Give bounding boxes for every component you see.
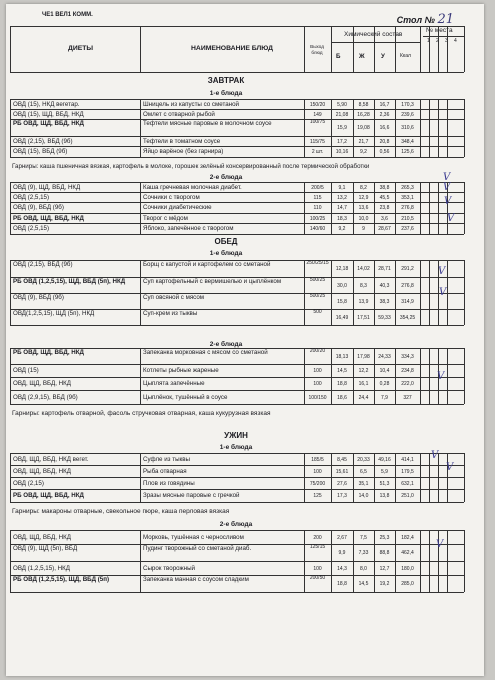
grid-col-line [464, 182, 465, 234]
row-zh: 6,5 [360, 468, 367, 475]
garnish-breakfast: Гарниры: каша пшеничная вязкая, картофель в молоке, горошек зелёный консервированный после термической обработки [12, 163, 370, 170]
header-col-line [464, 26, 465, 72]
grid-col-line [438, 182, 439, 234]
row-k: 310,6 [401, 125, 414, 131]
row-b: 18,13 [335, 353, 349, 360]
row-dish: Каша гречневая молочная диабет. [143, 183, 242, 191]
col-places: № места [426, 27, 453, 34]
row-b: 2,67 [337, 534, 347, 541]
row-dish: Омлет с отварной рыбой [143, 110, 215, 118]
row-yield: 200/5 [311, 184, 324, 191]
row-yield: 150/20 [309, 101, 326, 108]
row-diet: ОВД (9), ЩД (5п), ВБД [13, 545, 78, 552]
handwritten-check-mark: V [446, 462, 454, 473]
col-yield: Выход блюд [310, 44, 324, 55]
col-b: Б [336, 53, 341, 60]
row-k: 222,0 [401, 381, 414, 387]
row-b: 12,18 [335, 266, 349, 272]
grid-col-line [464, 260, 465, 325]
header-org: ЧЕ1 ВЕЛ1 КОММ. [42, 12, 93, 18]
row-u: 25,3 [379, 534, 390, 541]
row-yield: 100/75 [309, 119, 326, 125]
header-col-line [353, 26, 354, 72]
row-k: 239,6 [401, 111, 414, 118]
subtitle-l1: 1-е блюда [209, 250, 243, 257]
table-number [397, 12, 454, 27]
subtitle-b1: 1-е блюда [209, 90, 243, 97]
row-diet: РБ ОВД (1,2,5,15), ЩД, ВБД (5п) [13, 576, 110, 583]
row-diet: ОВД, ЩД, ВБД, НКД [13, 533, 71, 541]
row-u: 2,36 [379, 111, 390, 118]
grid-col-line [140, 99, 141, 157]
row-diet: РБ ОВД (1,2,5,15), ЩД, ВБД (5п), НКД [13, 278, 126, 285]
row-zh: 14,5 [358, 581, 369, 587]
handwritten-check-mark: V [431, 450, 439, 461]
grid-col-line [420, 348, 421, 404]
row-diet: ОВД (2,15), ВБД (9б) [13, 261, 73, 268]
row-bottom-line [10, 157, 464, 158]
row-zh: 12,2 [358, 368, 369, 374]
header-col-line [10, 26, 11, 72]
header-bottom-line [10, 72, 464, 73]
row-zh: 8,58 [358, 101, 369, 108]
row-u: 28,71 [378, 266, 391, 272]
row-k: 632,1 [401, 480, 414, 487]
row-b: 14,3 [337, 565, 347, 572]
row-u: 28,67 [378, 226, 391, 232]
header-col-line [429, 26, 430, 72]
row-bottom-line [10, 561, 464, 562]
row-diet: РБ ОВД, ЩД, ВБД, НКД [13, 492, 84, 499]
row-diet: ОВД (2,15), ВБД (9б) [13, 137, 73, 145]
header-col-line [447, 26, 448, 72]
row-b: 17,3 [337, 493, 347, 499]
header-col-line [420, 26, 421, 72]
row-b: 30,0 [337, 282, 347, 289]
row-u: 88,8 [379, 550, 390, 556]
row-zh: 19,08 [357, 125, 370, 131]
row-u: 38,3 [379, 298, 390, 305]
row-u: 49,16 [378, 456, 391, 463]
row-dish: Сочники с творогом [143, 193, 200, 201]
row-yield: 125 [313, 493, 322, 499]
grid-col-line [464, 530, 465, 592]
row-b: 16,49 [335, 314, 349, 321]
row-dish: Цыплята запечённые [143, 380, 205, 387]
grid-col-line [447, 99, 448, 157]
row-bottom-line [10, 592, 464, 593]
row-dish: Яблоко, запечённое с творогом [143, 225, 234, 232]
row-diet: РБ ОВД, ЩД, ВБД, НКД [13, 214, 84, 222]
row-dish: Суп овсяной с мясом [143, 294, 205, 301]
row-zh: 10,0 [358, 215, 369, 222]
row-dish: Шницель из капусты со сметаной [143, 100, 239, 108]
row-yield: 100 [313, 381, 322, 387]
row-dish: Суп-крем из тыквы [143, 310, 198, 317]
row-k: 348,4 [401, 138, 414, 145]
row-u: 10,4 [379, 368, 390, 374]
row-yield: 140/60 [309, 226, 326, 232]
handwritten-check-mark: V [439, 287, 447, 298]
row-dish: Запеканка манная с соусом сладким [143, 576, 249, 583]
row-u: 16,7 [379, 101, 390, 108]
garnish-dinner: Гарниры: макароны отварные, свекольное пюре, каша перловая вязкая [12, 508, 230, 515]
handwritten-check-mark: V [436, 539, 444, 550]
row-dish: Плов из говядины [143, 479, 195, 487]
col-place-2: 2 [436, 38, 439, 44]
col-kkal: Ккал [400, 53, 411, 59]
garnish-lunch: Гарниры: картофель отварной, фасоль стручковая отварная, каша кукурузная вязкая [12, 410, 271, 417]
row-u: 0,56 [379, 149, 390, 155]
col-place-4: 4 [454, 38, 457, 44]
row-yield: 500/25 [309, 293, 326, 299]
handwritten-check-mark: V [447, 213, 455, 224]
row-yield: 200/20 [309, 348, 326, 354]
row-bottom-line [10, 234, 464, 235]
row-yield: 110 [313, 205, 322, 211]
row-diet: ОВД(1,2,5,15), ЩД (5п), НКД [13, 310, 95, 317]
row-yield: 200/50 [309, 575, 326, 581]
row-yield: 185/5 [311, 456, 324, 463]
row-diet: ОВД, ЩД, ВБД, НКД вегет. [13, 455, 89, 463]
row-zh: 14,02 [357, 266, 370, 272]
row-b: 8,45 [337, 456, 347, 463]
col-zh: Ж [359, 53, 365, 60]
row-bottom-line [10, 465, 464, 466]
row-b: 9,1 [338, 184, 346, 191]
row-diet: ОВД (9), ВБД (9б) [13, 204, 64, 211]
row-k: 125,6 [401, 149, 414, 155]
row-bottom-line [10, 364, 464, 365]
row-b: 14,5 [337, 368, 347, 374]
handwritten-check-mark: V [444, 196, 452, 207]
row-dish: Тефтели мясные паровые в молочном соусе [143, 120, 272, 127]
row-yield: 125/15 [309, 544, 326, 550]
row-zh: 13,6 [358, 205, 369, 211]
header-col-line [304, 26, 305, 72]
grid-col-line [464, 453, 465, 502]
grid-col-line [140, 182, 141, 234]
row-b: 18,8 [337, 581, 347, 587]
handwritten-check-mark: V [443, 182, 451, 193]
row-dish: Цыплёнок, тушённый в соусе [143, 393, 228, 401]
row-k: 291,2 [401, 266, 414, 272]
grid-col-line [10, 182, 11, 234]
row-b: 9,9 [338, 550, 346, 556]
row-zh: 7,33 [358, 550, 369, 556]
row-zh: 9,2 [360, 149, 367, 155]
menu-sheet [6, 4, 484, 676]
col-diets: ДИЕТЫ [68, 45, 94, 52]
handwritten-check-mark: V [438, 266, 446, 277]
row-b: 18,3 [337, 215, 347, 222]
row-bottom-line [10, 477, 464, 478]
grid-col-line [10, 99, 11, 157]
row-k: 251,0 [401, 493, 414, 499]
row-u: 20,8 [379, 138, 390, 145]
row-yield: 115/75 [310, 138, 325, 145]
row-b: 9,2 [338, 226, 346, 232]
row-k: 180,0 [401, 565, 414, 572]
row-k: 354,25 [399, 314, 416, 321]
row-dish: Сочники диабетические [143, 204, 212, 211]
row-bottom-line [10, 202, 464, 203]
row-diet: ОВД, ЩД, ВБД, НКД [13, 467, 71, 475]
grid-col-line [447, 348, 448, 404]
row-k: 170,3 [401, 101, 414, 108]
col-u: У [381, 53, 385, 60]
grid-col-line [464, 99, 465, 157]
row-zh: 20,33 [357, 456, 370, 463]
row-diet: ОВД (9), ЩД, ВБД, НКД [13, 183, 81, 191]
row-u: 16,6 [379, 125, 390, 131]
row-dish: Запеканка морковная с мясом со сметаной [143, 349, 268, 356]
row-diet: ОВД (15), ВБД (9б) [13, 148, 68, 155]
row-u: 38,8 [379, 184, 390, 191]
row-yield: 100/25 [309, 215, 326, 222]
row-k: 314,9 [401, 298, 414, 305]
row-zh: 16,28 [357, 111, 370, 118]
row-k: 327 [403, 394, 412, 401]
row-yield: 75/200 [309, 480, 326, 487]
row-k: 179,5 [401, 468, 414, 475]
row-dish: Тефтели в томатном соусе [143, 137, 221, 145]
row-b: 15,61 [335, 468, 349, 475]
subtitle-d1: 1-е блюда [219, 444, 253, 451]
row-dish: Борщ с капустой и картофелем со сметаной [143, 261, 271, 268]
subtitle-d2: 2-е блюда [219, 521, 253, 528]
grid-col-line [420, 182, 421, 234]
row-yield: 149 [313, 111, 322, 118]
row-bottom-line [10, 489, 464, 490]
row-u: 59,33 [378, 314, 391, 321]
row-yield: 500 [313, 309, 322, 315]
row-zh: 8,2 [360, 184, 367, 191]
row-diet: ОВД, ЩД, ВБД, НКД [13, 380, 71, 387]
row-u: 0,28 [379, 381, 390, 387]
grid-col-line [429, 182, 430, 234]
handwritten-check-mark: V [437, 371, 445, 382]
row-bottom-line [10, 390, 464, 391]
row-k: 265,3 [401, 184, 414, 191]
grid-col-line [438, 99, 439, 157]
row-yield: 115 [313, 194, 322, 201]
row-zh: 8,0 [360, 565, 367, 572]
header-col-line [438, 26, 439, 72]
row-zh: 35,1 [358, 480, 369, 487]
row-zh: 21,7 [358, 138, 369, 145]
row-b: 5,90 [337, 101, 347, 108]
row-bottom-line [10, 223, 464, 224]
row-diet: ОВД (2,15) [13, 479, 44, 487]
row-b: 17,2 [337, 138, 347, 145]
col-place-1: 1 [427, 38, 430, 44]
row-bottom-line [10, 325, 464, 326]
row-dish: Творог с мёдом [143, 214, 188, 222]
grid-col-line [10, 348, 11, 404]
row-zh: 14,0 [358, 493, 369, 499]
row-k: 182,4 [401, 534, 414, 541]
col-place-3: 3 [445, 38, 448, 44]
row-b: 15,8 [337, 298, 347, 305]
handwritten-check-mark: V [443, 172, 451, 183]
col-dish: НАИМЕНОВАНИЕ БЛЮД [191, 45, 273, 52]
subtitle-l2: 2-е блюда [209, 341, 243, 348]
grid-col-line [429, 348, 430, 404]
row-b: 10,16 [335, 149, 349, 155]
row-b: 13,2 [337, 194, 347, 201]
row-zh: 24,4 [358, 394, 369, 401]
row-u: 3,6 [381, 215, 388, 222]
row-b: 14,7 [337, 205, 347, 211]
row-yield: 250/25/15 [306, 260, 329, 266]
row-diet: ОВД (15), НКД вегетар. [13, 100, 80, 108]
row-k: 414,1 [401, 456, 414, 463]
row-dish: Зразы мясные паровые с гречкой [143, 492, 240, 499]
row-b: 27,6 [337, 480, 347, 487]
row-yield: 100 [313, 368, 322, 374]
row-dish: Суфле из тыквы [143, 455, 190, 463]
row-diet: ОВД (2,5,15) [13, 225, 50, 232]
row-diet: РБ ОВД, ЩД, ВБД, НКД [13, 120, 84, 127]
row-yield: 100 [313, 565, 322, 572]
subtitle-b2: 2-е блюда [209, 174, 243, 181]
row-u: 19,2 [379, 581, 390, 587]
row-k: 285,0 [401, 581, 414, 587]
row-k: 462,4 [401, 550, 414, 556]
row-zh: 17,98 [357, 353, 370, 360]
header-col-line [395, 26, 396, 72]
row-zh: 17,51 [357, 314, 370, 321]
row-bottom-line [10, 377, 464, 378]
row-zh: 12,9 [358, 194, 369, 201]
row-zh: 13,9 [358, 298, 369, 305]
row-bottom-line [10, 146, 464, 147]
row-k: 276,8 [401, 205, 414, 211]
row-u: 7,9 [381, 394, 388, 401]
row-u: 40,3 [379, 282, 390, 289]
row-k: 276,8 [401, 282, 414, 289]
row-zh: 7,5 [360, 534, 367, 541]
header-col-line [331, 26, 332, 72]
grid-col-line [464, 348, 465, 404]
row-zh: 16,1 [358, 381, 369, 387]
row-u: 24,33 [378, 353, 391, 360]
row-u: 51,3 [379, 480, 390, 487]
row-dish: Сырок творожный [143, 564, 195, 572]
row-dish: Котлеты рыбные жареные [143, 367, 219, 374]
row-yield: 2 шт. [311, 149, 324, 155]
row-diet: ОВД (9), ВБД (9б) [13, 294, 64, 301]
grid-col-line [140, 348, 141, 404]
row-dish: Суп картофельный с вермишелью и цыплёнком [143, 278, 282, 285]
col-chem: Химический состав [344, 31, 403, 38]
row-dish: Морковь, тушённая с черносливом [143, 533, 244, 541]
row-u: 12,7 [379, 565, 390, 572]
row-k: 210,5 [401, 215, 414, 222]
row-zh: 9 [362, 226, 365, 232]
row-u: 13,8 [379, 493, 390, 499]
row-dish: Пудинг творожный со сметаной диаб. [143, 545, 252, 552]
row-yield: 100 [313, 468, 322, 475]
row-diet: ОВД (15), ЩД, ВБД, НКД [13, 110, 84, 118]
grid-col-line [429, 99, 430, 157]
row-k: 353,1 [401, 194, 414, 201]
row-diet: РБ ОВД, ЩД, ВБД, НКД [13, 349, 84, 356]
row-bottom-line [10, 404, 464, 405]
table-label: Стол № [396, 15, 435, 25]
header-col-line [140, 26, 141, 72]
row-yield: 100/150 [308, 394, 327, 401]
row-k: 334,3 [401, 353, 414, 360]
row-yield: 500/25 [309, 277, 326, 283]
grid-col-line [420, 99, 421, 157]
row-b: 18,6 [337, 394, 347, 401]
section-dinner: УЖИН [224, 431, 248, 440]
row-diet: ОВД (2,5,15) [13, 193, 50, 201]
row-yield: 200 [313, 534, 322, 541]
row-b: 18,8 [337, 381, 347, 387]
row-k: 237,6 [401, 226, 414, 232]
row-u: 5,9 [381, 468, 388, 475]
row-dish: Яйцо варёное (без гарнира) [143, 148, 224, 155]
row-bottom-line [10, 502, 464, 503]
row-u: 45,5 [379, 194, 390, 201]
row-diet: ОВД (1,2,5,15), НКД [13, 564, 70, 572]
table-number-handwritten: 21 [437, 12, 454, 27]
row-u: 23,8 [379, 205, 390, 211]
row-k: 234,8 [401, 368, 414, 374]
section-breakfast: ЗАВТРАК [207, 76, 245, 85]
row-b: 21,08 [335, 111, 349, 118]
chem-sub-line [331, 42, 420, 43]
row-b: 15,9 [337, 125, 347, 131]
row-zh: 8,3 [360, 282, 367, 289]
row-diet: ОВД (15) [13, 367, 39, 374]
header-col-line [374, 26, 375, 72]
section-lunch: ОБЕД [214, 237, 238, 246]
row-diet: ОВД (2,9,15), ВБД (9б) [13, 393, 78, 401]
row-dish: Рыба отварная [143, 467, 187, 475]
